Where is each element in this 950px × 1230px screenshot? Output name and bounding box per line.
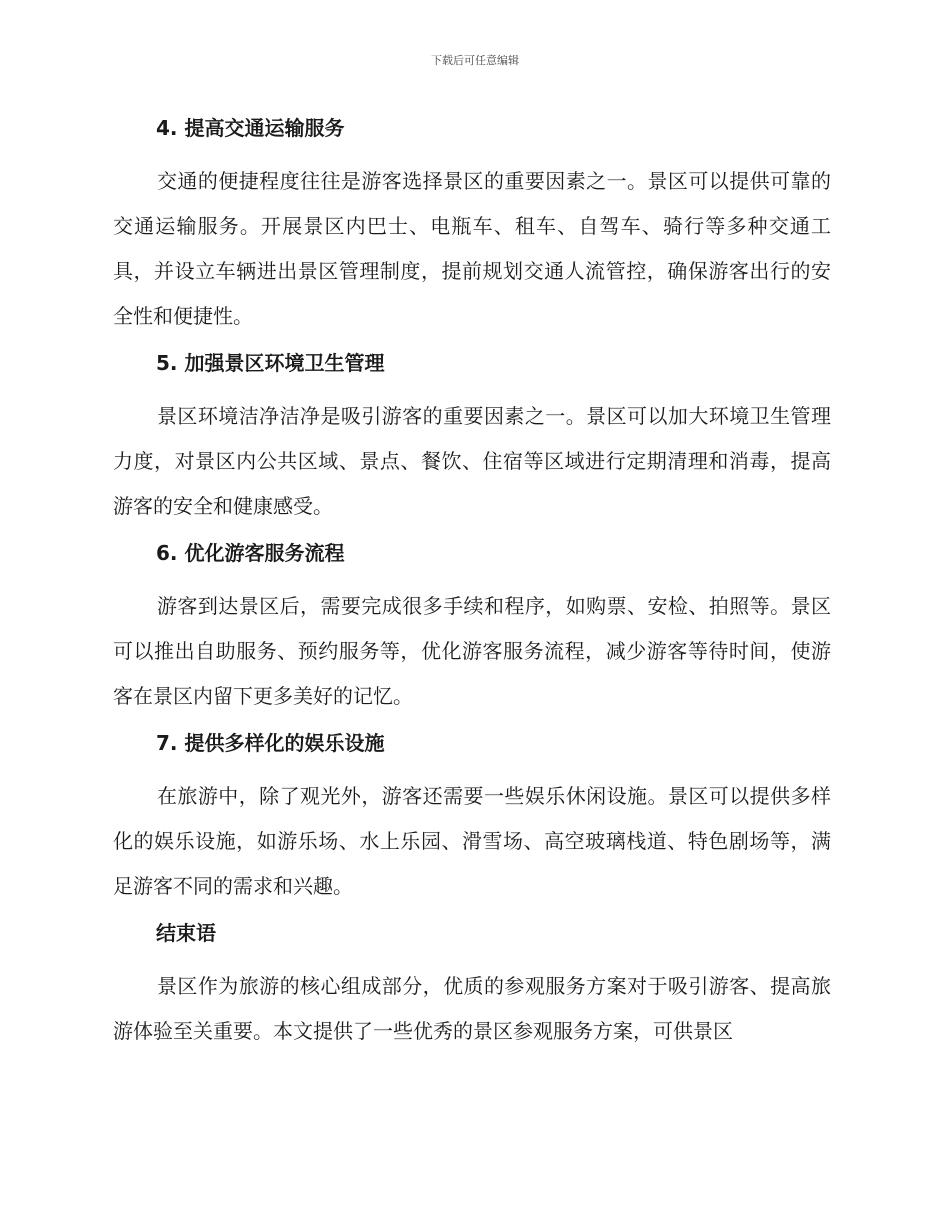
section-conclusion [113,918,831,1054]
section-paragraph: 景区作为旅游的核心组成部分，优质的参观服务方案对于吸引游客、提高旅游体验至关重要。本文提供了一些优秀的景区参观服务方案，可供景区 [113,974,831,1043]
section-paragraph: 在旅游中，除了观光外，游客还需要一些娱乐休闲设施。景区可以提供多样化的娱乐设施，如游乐场、水上乐园、滑雪场、高空玻璃栈道、特色剧场等，满足游客不同的需求和兴趣。 [113,784,831,898]
section-transport-service [113,113,831,339]
section-paragraph: 交通的便捷程度往往是游客选择景区的重要因素之一。景区可以提供可靠的交通运输服务。开展景区内巴士、电瓶车、租车、自驾车、骑行等多种交通工具，并设立车辆进出景区管理制度，提前规划交通人流管控，确保游客出行的安全性和便捷性。 [113,169,831,328]
section-paragraph: 景区环境洁净洁净是吸引游客的重要因素之一。景区可以加大环境卫生管理力度，对景区内公共区域、景点、餐饮、住宿等区域进行定期清理和消毒，提高游客的安全和健康感受。 [113,404,831,518]
section-heading: 结束语 [156,921,216,945]
section-heading: 7. 提供多样化的娱乐设施 [156,731,385,755]
section-environment-hygiene [113,348,831,529]
section-paragraph: 游客到达景区后，需要完成很多手续和程序，如购票、安检、拍照等。景区可以推出自助服务、预约服务等，优化游客服务流程，减少游客等待时间，使游客在景区内留下更多美好的记忆。 [113,594,831,708]
document-body [113,113,831,1063]
section-entertainment-facilities [113,728,831,909]
section-heading: 4. 提高交通运输服务 [156,116,345,140]
section-service-process [113,538,831,719]
section-heading: 5. 加强景区环境卫生管理 [156,351,385,375]
page-header: 下载后可任意编辑 [431,54,519,67]
section-heading: 6. 优化游客服务流程 [156,541,345,565]
